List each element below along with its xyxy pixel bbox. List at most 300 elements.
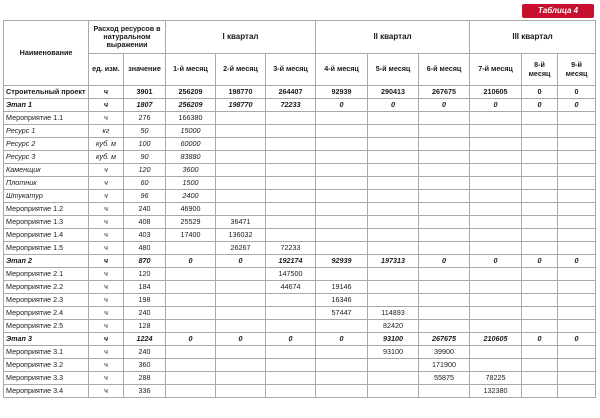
- row-month-value: 132380: [470, 385, 522, 398]
- row-month-value: [316, 216, 368, 229]
- row-month-value: [558, 359, 596, 372]
- row-month-value: 0: [166, 333, 216, 346]
- row-month-value: [470, 125, 522, 138]
- header-month: 7-й месяц: [470, 54, 522, 86]
- row-value: 60: [124, 177, 166, 190]
- row-month-value: [419, 125, 470, 138]
- row-month-value: [266, 203, 316, 216]
- row-month-value: 166380: [166, 112, 216, 125]
- row-month-value: [266, 177, 316, 190]
- row-value: 90: [124, 151, 166, 164]
- row-month-value: [470, 203, 522, 216]
- row-month-value: 25529: [166, 216, 216, 229]
- row-month-value: [368, 177, 419, 190]
- row-month-value: [419, 203, 470, 216]
- row-month-value: [216, 203, 266, 216]
- row-month-value: 1500: [166, 177, 216, 190]
- row-month-value: [166, 281, 216, 294]
- row-month-value: 0: [419, 99, 470, 112]
- row-value: 120: [124, 164, 166, 177]
- row-unit: ч: [89, 190, 124, 203]
- row-month-value: [266, 320, 316, 333]
- row-month-value: [316, 203, 368, 216]
- row-month-value: [166, 372, 216, 385]
- row-month-value: [419, 151, 470, 164]
- row-month-value: [419, 229, 470, 242]
- row-month-value: [522, 294, 558, 307]
- table-row: [4, 294, 596, 307]
- row-month-value: [419, 242, 470, 255]
- table-row: [4, 177, 596, 190]
- row-month-value: 26267: [216, 242, 266, 255]
- table-row: [4, 372, 596, 385]
- row-month-value: 147500: [266, 268, 316, 281]
- row-value: 50: [124, 125, 166, 138]
- header-month: 3-й месяц: [266, 54, 316, 86]
- header-quarter-2: II квартал: [316, 21, 470, 54]
- row-unit: ч: [89, 359, 124, 372]
- table-body: [4, 86, 596, 398]
- row-month-value: 92939: [316, 255, 368, 268]
- row-month-value: [316, 268, 368, 281]
- row-month-value: [368, 359, 419, 372]
- row-unit: ч: [89, 112, 124, 125]
- row-month-value: [522, 151, 558, 164]
- row-month-value: [558, 190, 596, 203]
- row-month-value: 0: [470, 255, 522, 268]
- row-month-value: 78225: [470, 372, 522, 385]
- row-month-value: 55875: [419, 372, 470, 385]
- row-month-value: [470, 138, 522, 151]
- row-month-value: 17400: [166, 229, 216, 242]
- row-month-value: [419, 320, 470, 333]
- row-name: Этап 1: [4, 99, 89, 112]
- row-month-value: [166, 320, 216, 333]
- row-month-value: 60000: [166, 138, 216, 151]
- row-month-value: 0: [216, 333, 266, 346]
- row-value: 360: [124, 359, 166, 372]
- row-month-value: [316, 138, 368, 151]
- row-month-value: [470, 190, 522, 203]
- row-month-value: 0: [558, 333, 596, 346]
- row-unit: ч: [89, 320, 124, 333]
- row-month-value: 267675: [419, 86, 470, 99]
- row-month-value: [266, 229, 316, 242]
- row-month-value: 0: [522, 86, 558, 99]
- row-month-value: 0: [522, 99, 558, 112]
- row-month-value: [558, 242, 596, 255]
- row-month-value: [266, 346, 316, 359]
- row-month-value: 92939: [316, 86, 368, 99]
- row-month-value: [316, 242, 368, 255]
- row-month-value: 0: [316, 333, 368, 346]
- row-name: Этап 2: [4, 255, 89, 268]
- row-month-value: [316, 125, 368, 138]
- row-month-value: [368, 242, 419, 255]
- row-month-value: [470, 268, 522, 281]
- row-unit: куб. м: [89, 151, 124, 164]
- row-month-value: [558, 281, 596, 294]
- row-value: 1807: [124, 99, 166, 112]
- row-month-value: [558, 112, 596, 125]
- table-row: [4, 346, 596, 359]
- row-month-value: 290413: [368, 86, 419, 99]
- row-value: 120: [124, 268, 166, 281]
- row-month-value: [368, 372, 419, 385]
- table-row: [4, 164, 596, 177]
- row-unit: ч: [89, 385, 124, 398]
- header-month: 8-й месяц: [522, 54, 558, 86]
- row-unit: ч: [89, 268, 124, 281]
- row-month-value: [368, 216, 419, 229]
- row-month-value: [216, 190, 266, 203]
- row-month-value: [368, 385, 419, 398]
- row-month-value: [419, 190, 470, 203]
- table-header: [4, 21, 596, 86]
- row-name: Ресурс 3: [4, 151, 89, 164]
- row-month-value: [558, 294, 596, 307]
- row-month-value: [522, 346, 558, 359]
- row-unit: ч: [89, 372, 124, 385]
- row-month-value: 39900: [419, 346, 470, 359]
- row-month-value: 46900: [166, 203, 216, 216]
- row-value: 240: [124, 346, 166, 359]
- row-month-value: [522, 281, 558, 294]
- row-month-value: [522, 320, 558, 333]
- header-quarter-1: I квартал: [166, 21, 316, 54]
- row-month-value: [419, 164, 470, 177]
- table-row: [4, 138, 596, 151]
- row-month-value: [522, 385, 558, 398]
- row-value: 408: [124, 216, 166, 229]
- row-month-value: [470, 151, 522, 164]
- row-month-value: [266, 385, 316, 398]
- row-month-value: [166, 294, 216, 307]
- row-value: 870: [124, 255, 166, 268]
- row-month-value: [266, 125, 316, 138]
- header-month: 9-й месяц: [558, 54, 596, 86]
- table-row: [4, 229, 596, 242]
- row-month-value: [266, 151, 316, 164]
- row-unit: ч: [89, 229, 124, 242]
- row-month-value: 72233: [266, 99, 316, 112]
- row-month-value: [266, 372, 316, 385]
- resource-schedule-table: [3, 20, 596, 398]
- row-month-value: 171900: [419, 359, 470, 372]
- row-month-value: [470, 320, 522, 333]
- row-month-value: [419, 294, 470, 307]
- row-month-value: [216, 359, 266, 372]
- row-month-value: 36471: [216, 216, 266, 229]
- row-month-value: [368, 294, 419, 307]
- row-month-value: [316, 320, 368, 333]
- row-month-value: [316, 151, 368, 164]
- row-unit: ч: [89, 281, 124, 294]
- table-row: [4, 216, 596, 229]
- header-quarter-3: III квартал: [470, 21, 596, 54]
- row-month-value: [522, 307, 558, 320]
- row-month-value: [470, 229, 522, 242]
- row-month-value: 210605: [470, 333, 522, 346]
- row-month-value: 0: [522, 333, 558, 346]
- header-name: Наименование: [4, 21, 89, 86]
- row-name: Мероприятие 3.1: [4, 346, 89, 359]
- row-month-value: [316, 359, 368, 372]
- row-name: Мероприятие 2.3: [4, 294, 89, 307]
- row-month-value: [419, 385, 470, 398]
- row-month-value: [266, 138, 316, 151]
- row-month-value: [216, 125, 266, 138]
- table-row: [4, 307, 596, 320]
- row-month-value: 82420: [368, 320, 419, 333]
- row-month-value: 198770: [216, 86, 266, 99]
- row-name: Мероприятие 3.2: [4, 359, 89, 372]
- row-month-value: 0: [558, 86, 596, 99]
- row-month-value: [216, 307, 266, 320]
- row-unit: ч: [89, 99, 124, 112]
- row-name: Мероприятие 3.4: [4, 385, 89, 398]
- row-month-value: [216, 268, 266, 281]
- table-row: [4, 190, 596, 203]
- row-month-value: 3600: [166, 164, 216, 177]
- row-month-value: 198770: [216, 99, 266, 112]
- row-month-value: [419, 112, 470, 125]
- row-month-value: [368, 203, 419, 216]
- row-month-value: 192174: [266, 255, 316, 268]
- row-month-value: 19146: [316, 281, 368, 294]
- header-month: 6-й месяц: [419, 54, 470, 86]
- row-month-value: [368, 268, 419, 281]
- row-month-value: [522, 190, 558, 203]
- row-month-value: [266, 190, 316, 203]
- table-row: [4, 203, 596, 216]
- row-month-value: 44674: [266, 281, 316, 294]
- row-month-value: 0: [419, 255, 470, 268]
- row-month-value: [558, 203, 596, 216]
- row-month-value: [316, 385, 368, 398]
- row-month-value: [558, 320, 596, 333]
- row-month-value: [558, 268, 596, 281]
- row-month-value: [558, 216, 596, 229]
- row-name: Плотник: [4, 177, 89, 190]
- row-month-value: 264407: [266, 86, 316, 99]
- table-row: [4, 151, 596, 164]
- row-month-value: [316, 112, 368, 125]
- row-month-value: [522, 372, 558, 385]
- row-month-value: [522, 125, 558, 138]
- row-month-value: [470, 359, 522, 372]
- row-month-value: [558, 151, 596, 164]
- table-row: [4, 268, 596, 281]
- row-unit: ч: [89, 242, 124, 255]
- row-month-value: [558, 307, 596, 320]
- row-month-value: [558, 385, 596, 398]
- row-month-value: [419, 268, 470, 281]
- row-name: Мероприятие 1.1: [4, 112, 89, 125]
- row-month-value: 57447: [316, 307, 368, 320]
- row-month-value: [216, 151, 266, 164]
- row-month-value: [470, 216, 522, 229]
- row-month-value: [558, 177, 596, 190]
- row-name: Мероприятие 3.3: [4, 372, 89, 385]
- row-unit: ч: [89, 216, 124, 229]
- row-value: 184: [124, 281, 166, 294]
- row-month-value: [368, 190, 419, 203]
- row-name: Мероприятие 1.2: [4, 203, 89, 216]
- row-month-value: 93100: [368, 333, 419, 346]
- project-row: [4, 86, 596, 99]
- row-value: 1224: [124, 333, 166, 346]
- row-month-value: 72233: [266, 242, 316, 255]
- row-month-value: [558, 229, 596, 242]
- row-name: Строительный проект: [4, 86, 89, 99]
- header-value: значение: [124, 54, 166, 86]
- row-month-value: [216, 138, 266, 151]
- header-month: 2-й месяц: [216, 54, 266, 86]
- row-name: Штукатур: [4, 190, 89, 203]
- row-unit: ч: [89, 255, 124, 268]
- row-month-value: [522, 203, 558, 216]
- row-month-value: [216, 385, 266, 398]
- row-month-value: [166, 385, 216, 398]
- row-month-value: 0: [266, 333, 316, 346]
- row-month-value: [216, 320, 266, 333]
- table-row: [4, 359, 596, 372]
- row-month-value: [266, 164, 316, 177]
- row-value: 240: [124, 203, 166, 216]
- row-month-value: [368, 151, 419, 164]
- row-month-value: 136032: [216, 229, 266, 242]
- row-month-value: [368, 112, 419, 125]
- row-month-value: [470, 281, 522, 294]
- row-month-value: 256209: [166, 86, 216, 99]
- row-month-value: [522, 112, 558, 125]
- table-number-badge: Таблица 4: [522, 4, 594, 18]
- row-month-value: [419, 138, 470, 151]
- row-month-value: [558, 372, 596, 385]
- row-value: 128: [124, 320, 166, 333]
- row-month-value: [470, 307, 522, 320]
- row-month-value: [316, 190, 368, 203]
- row-month-value: [216, 372, 266, 385]
- row-month-value: [470, 164, 522, 177]
- row-name: Каменщик: [4, 164, 89, 177]
- row-month-value: [216, 164, 266, 177]
- row-month-value: [522, 164, 558, 177]
- row-month-value: 16346: [316, 294, 368, 307]
- row-month-value: [316, 229, 368, 242]
- row-month-value: 256209: [166, 99, 216, 112]
- row-month-value: 197313: [368, 255, 419, 268]
- row-value: 3901: [124, 86, 166, 99]
- header-month: 4-й месяц: [316, 54, 368, 86]
- row-name: Ресурс 1: [4, 125, 89, 138]
- stage-row: [4, 333, 596, 346]
- row-month-value: [419, 307, 470, 320]
- row-month-value: [166, 242, 216, 255]
- row-month-value: [558, 138, 596, 151]
- row-month-value: 0: [522, 255, 558, 268]
- row-month-value: [470, 346, 522, 359]
- row-month-value: [166, 268, 216, 281]
- header-month: 1-й месяц: [166, 54, 216, 86]
- row-month-value: 0: [558, 99, 596, 112]
- row-month-value: [316, 177, 368, 190]
- row-month-value: 0: [316, 99, 368, 112]
- row-month-value: [522, 138, 558, 151]
- row-month-value: [419, 177, 470, 190]
- row-month-value: [368, 164, 419, 177]
- row-unit: ч: [89, 307, 124, 320]
- header-unit: ед. изм.: [89, 54, 124, 86]
- row-month-value: [419, 281, 470, 294]
- row-month-value: [368, 281, 419, 294]
- row-month-value: [266, 359, 316, 372]
- row-month-value: [558, 125, 596, 138]
- row-month-value: [166, 307, 216, 320]
- row-value: 403: [124, 229, 166, 242]
- row-unit: ч: [89, 346, 124, 359]
- row-month-value: 15000: [166, 125, 216, 138]
- row-month-value: [558, 346, 596, 359]
- row-month-value: [316, 346, 368, 359]
- row-name: Мероприятие 2.4: [4, 307, 89, 320]
- row-month-value: 0: [166, 255, 216, 268]
- table-row: [4, 112, 596, 125]
- table-row: [4, 385, 596, 398]
- row-name: Мероприятие 2.5: [4, 320, 89, 333]
- row-value: 198: [124, 294, 166, 307]
- table-row: [4, 281, 596, 294]
- row-month-value: 93100: [368, 346, 419, 359]
- row-month-value: [216, 281, 266, 294]
- row-unit: ч: [89, 177, 124, 190]
- row-unit: ч: [89, 294, 124, 307]
- row-month-value: [470, 177, 522, 190]
- row-month-value: [522, 216, 558, 229]
- row-month-value: 0: [216, 255, 266, 268]
- row-unit: ч: [89, 203, 124, 216]
- row-month-value: [522, 229, 558, 242]
- row-value: 100: [124, 138, 166, 151]
- header-month: 5-й месяц: [368, 54, 419, 86]
- row-value: 288: [124, 372, 166, 385]
- row-month-value: [266, 112, 316, 125]
- row-month-value: [166, 359, 216, 372]
- row-value: 240: [124, 307, 166, 320]
- row-month-value: [558, 164, 596, 177]
- row-unit: кг: [89, 125, 124, 138]
- row-name: Мероприятие 1.4: [4, 229, 89, 242]
- row-month-value: [266, 307, 316, 320]
- row-unit: куб. м: [89, 138, 124, 151]
- row-month-value: [266, 294, 316, 307]
- row-name: Мероприятие 1.5: [4, 242, 89, 255]
- stage-row: [4, 255, 596, 268]
- row-unit: ч: [89, 333, 124, 346]
- row-month-value: [522, 268, 558, 281]
- table-row: [4, 242, 596, 255]
- row-name: Мероприятие 1.3: [4, 216, 89, 229]
- table-row: [4, 320, 596, 333]
- row-month-value: 114893: [368, 307, 419, 320]
- header-resource-expense: Расход ресурсов в натуральном выражении: [89, 21, 166, 54]
- row-month-value: [316, 372, 368, 385]
- row-month-value: [368, 138, 419, 151]
- row-month-value: [522, 177, 558, 190]
- row-value: 276: [124, 112, 166, 125]
- row-month-value: [216, 177, 266, 190]
